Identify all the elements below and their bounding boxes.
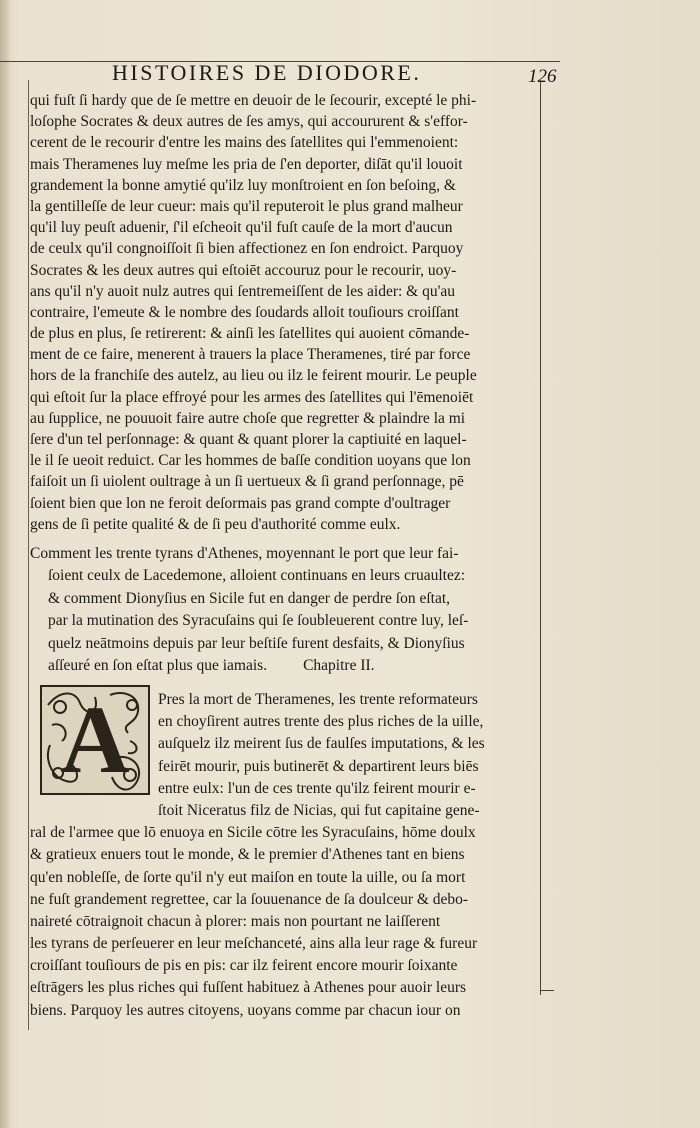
running-head: HISTOIRES DE DIODORE. xyxy=(112,60,422,85)
text-line: naireté cōtraignoit chacun à plorer: mais non pourtant ne laiſſerent xyxy=(30,912,441,930)
text-line: loſophe Socrates & deux autres de ſes amys, qui accoururent & s'effor- xyxy=(30,113,468,131)
summary-line: quelz neātmoins depuis par leur beſtiſe furent desfaits, & Dionyſius xyxy=(48,634,465,652)
text-line: ne fuſt grandement regrettee, car la ſouuenance de ſa doulceur & debo- xyxy=(30,890,469,908)
page-gutter-shadow xyxy=(0,0,10,1128)
summary-last-text: aſſeuré en ſon eſtat plus que iamais. xyxy=(48,656,268,674)
chapter-label: Chapitre II. xyxy=(303,656,375,674)
text-line: ſoient bien que lon ne feroit deſormais pas grand compte d'oultrager xyxy=(30,494,451,512)
text-line: ral de l'armee que lō enuoya en Sicile cōtre les Syracuſains, hōme doulx xyxy=(30,824,476,842)
text-line: ſere d'un tel perſonnage: & quant & quant plorer la captiuité en laquel- xyxy=(30,431,467,448)
text-line: Socrates & les deux autres qui eſtoiēt accouruz pour le recourir, uoy- xyxy=(30,261,457,279)
paragraph-2 xyxy=(30,689,550,1022)
text-line: ment de ce faire, menerent à trauers la place Theramenes, tiré par force xyxy=(30,346,471,364)
dropcap-line: feirēt mourir, puis butinerēt & departirent leurs biēs xyxy=(158,757,479,775)
dropcap-line: Pres la mort de Theramenes, les trente reformateurs xyxy=(158,691,478,708)
summary-line: Comment les trente tyrans d'Athenes, moyennant le port que leur fai- xyxy=(30,545,459,562)
dropcap-line: en choyſirent autres trente des plus riches de la uille, xyxy=(158,713,484,731)
text-line: de ceulx qu'il congnoiſſoit ſi bien affectionez en ſon endroict. Parquoy xyxy=(30,240,464,258)
text-line: croiſſant touſiours de pis en pis: car ilz feirent encore mourir ſoixante xyxy=(30,957,458,975)
dropcap-letter: A xyxy=(60,686,130,793)
text-line: qu'en nobleſſe, de ſorte qu'il n'y eut maiſon en toute la uille, ou ſa mort xyxy=(30,868,466,886)
text-line: le il ſe ueoit reduict. Car les hommes de baſſe condition uoyans que lon xyxy=(30,452,471,470)
text-line: la gentilleſſe de leur cueur: mais qu'il reputeroit le plus grand malheur xyxy=(30,197,463,215)
foot-rule xyxy=(540,990,554,991)
text-line: qu'il luy peuſt aduenir, ſ'il eſcheoit qu'il fuſt cauſe de la mort d'aucun xyxy=(30,219,453,237)
text-line: eſtrāgers les plus riches qui fuſſent habituez à Athenes pour auoir leurs xyxy=(30,979,467,997)
dropcap-line: entre eulx: l'un de ces trente qu'ilz feirent mourir e- xyxy=(158,779,476,797)
dropcap-line: ſtoit Niceratus filz de Nicias, qui fut capitaine gene- xyxy=(158,801,480,819)
text-line: faiſoit un ſi uiolent oultrage à un ſi uertueux & ſi grand perſonnage, pē xyxy=(30,473,464,491)
text-line: qui fuſt ſi hardy que de ſe mettre en deuoir de le ſecourir, excepté le phi- xyxy=(30,92,477,109)
summary-line: par la mutination des Syracuſains qui ſe ſoubleuerent contre luy, leſ- xyxy=(48,612,469,630)
text-line: ans qu'il n'y auoit nulz autres qui ſentremeiſſent de les aider: & qu'au xyxy=(30,282,456,300)
summary-line: & comment Dionyſius en Sicile fut en danger de perdre ſon eſtat, xyxy=(48,589,451,607)
text-line: & gratieux enuers tout le monde, & le premier d'Athenes tant en biens xyxy=(30,846,465,864)
text-line: contraire, l'emeute & le nombre des ſoudards alloit touſiours croiſſant xyxy=(30,303,459,321)
text-line: biens. Parquoy les autres citoyens, uoyans comme par chacun iour on xyxy=(30,1001,461,1019)
text-line: mais Theramenes luy meſme les pria de ſ'en deporter, diſāt qu'il louoit xyxy=(30,155,463,173)
folio-number: 126 xyxy=(528,66,557,87)
chapter-summary xyxy=(30,543,550,677)
text-line: grandement la bonne amytié qu'ilz luy monſtroient en ſon beſoing, & xyxy=(30,176,456,194)
text-line: les tyrans de perſeuerer en leur meſchanceté, ains alla leur rage & fureur xyxy=(30,935,478,953)
text-line: de plus en plus, ſe retirerent: & ainſi les ſatellites qui auoient cōmande- xyxy=(30,325,470,343)
summary-line: ſoient ceulx de Lacedemone, alloient continuans en leurs cruaultez: xyxy=(48,567,466,585)
text-line: cerent de le recourir d'entre les mains des ſatellites qui l'emmenoient: xyxy=(30,134,459,152)
dropcap-line: auſquelz ilz meirent ſus de faulſes imputations, & les xyxy=(158,735,485,753)
summary-line xyxy=(30,655,550,677)
text-line: au ſupplice, ne pouuoit faire autre choſe que regretter & plaindre la mi xyxy=(30,409,466,427)
text-line: hors de la franchiſe des autelz, au lieu ou ilz le feirent mourir. Le peuple xyxy=(30,367,477,385)
left-margin-rule xyxy=(28,80,29,1030)
text-line: gens de ſi petite qualité & de ſi peu d'authorité comme eulx. xyxy=(30,515,401,533)
paragraph-1 xyxy=(30,90,550,535)
text-line: qui eſtoit ſur la place effroyé pour les armes des ſatellites qui l'ēmenoiēt xyxy=(30,388,474,406)
